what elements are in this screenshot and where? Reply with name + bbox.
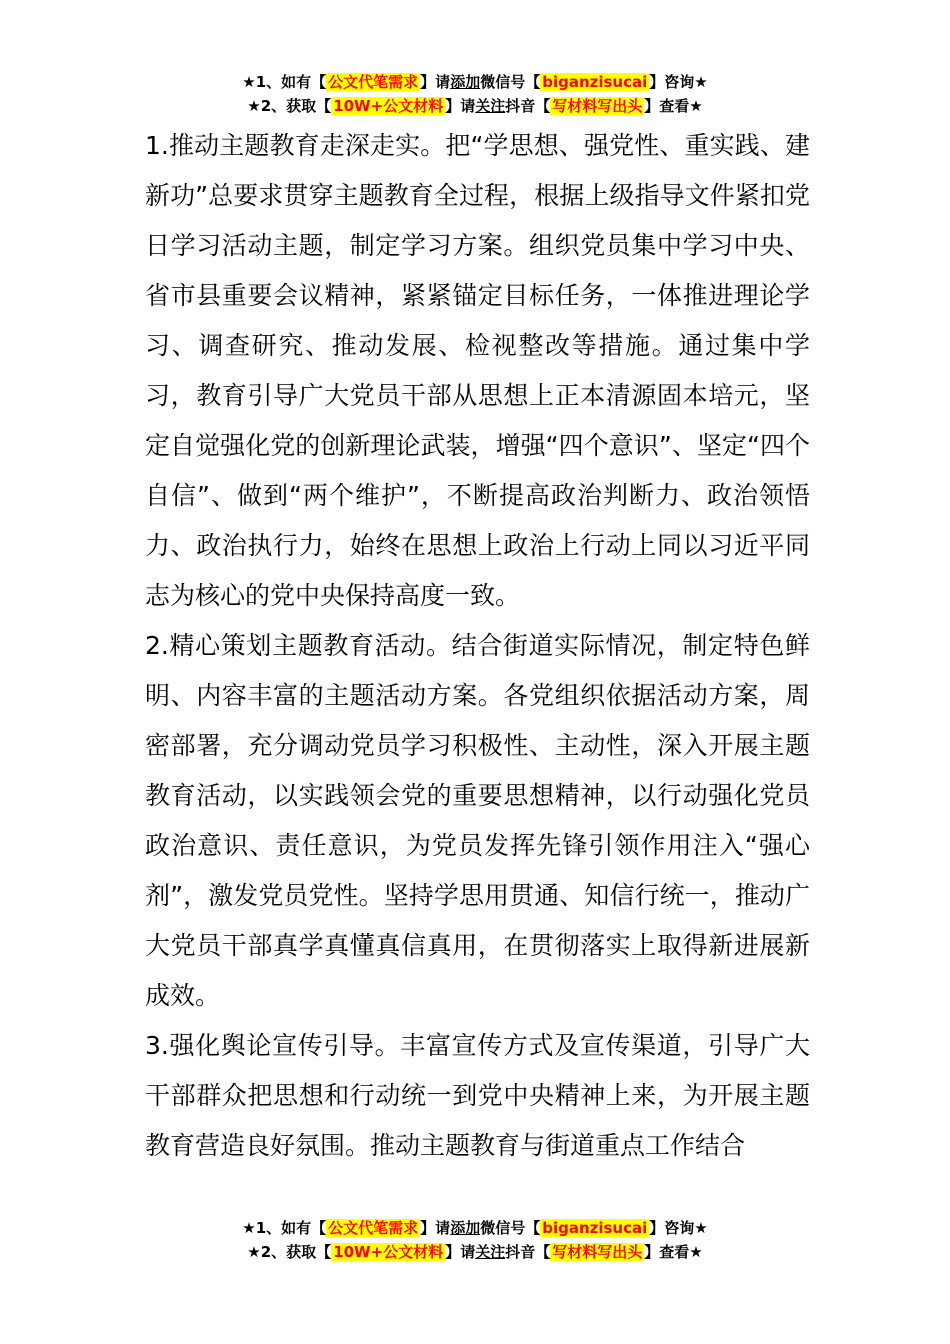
banner-line-1: ★1、如有【 公文代笔需求 】请添加微信号【 biganzisucai 】咨询★ xyxy=(242,73,708,91)
banner-line-2: ★2、获取【 10W+公文材料 】请关注抖音【 写材料写出头 】查看★ xyxy=(247,1243,703,1261)
paragraph-2: 2.精心策划主题教育活动。结合街道实际情况，制定特色鲜明、内容丰富的主题活动方案。各党组织依据活动方案，周密部署，充分调动党员学习积极性、主动性，深入开展主题教育活动，以实践领会党的重要思想精神，以行动强化党员政治意识、责任意识，为党员发挥先锋引领作用注入“强心剂”，激发党员党性。坚持学思用贯通、知信行统一，推动广大党员干部真学真懂真信真用，在贯彻落实上取得新进展新成效。 xyxy=(145,631,810,1010)
highlight-douyin-id: 写材料写出头 xyxy=(552,97,643,115)
highlight-wechat-id: biganzisucai xyxy=(542,73,648,91)
paragraph-3: 3.强化舆论宣传引导。丰富宣传方式及宣传渠道，引导广大干部群众把思想和行动统一到党中央精神上来，为开展主题教育营造良好氛围。推动主题教育与街道重点工作结合 xyxy=(145,1031,810,1160)
banner-line-2: ★2、获取【 10W+公文材料 】请关注抖音【 写材料写出头 】查看★ xyxy=(247,97,703,115)
footer-banner xyxy=(0,1216,950,1264)
highlight-douyin-id: 写材料写出头 xyxy=(552,1243,643,1261)
document-body xyxy=(145,121,810,1171)
highlight-wechat-id: biganzisucai xyxy=(542,1219,648,1237)
highlight-materials: 10W+公文材料 xyxy=(333,97,444,115)
paragraph-1: 1.推动主题教育走深走实。把“学思想、强党性、重实践、建新功”总要求贯穿主题教育全过程，根据上级指导文件紧扣党日学习活动主题，制定学习方案。组织党员集中学习中央、省市县重要会议精神，紧紧锚定目标任务，一体推进理论学习、调查研究、推动发展、检视整改等措施。通过集中学习，教育引导广大党员干部从思想上正本清源固本培元，坚定自觉强化党的创新理论武装，增强“四个意识”、坚定“四个自信”、做到“两个维护”，不断提高政治判断力、政治领悟力、政治执行力，始终在思想上政治上行动上同以习近平同志为核心的党中央保持高度一致。 xyxy=(145,131,810,610)
highlight-materials: 10W+公文材料 xyxy=(333,1243,444,1261)
banner-line-1: ★1、如有【 公文代笔需求 】请添加微信号【 biganzisucai 】咨询★ xyxy=(242,1219,708,1237)
header-banner xyxy=(0,70,950,118)
highlight-service: 公文代笔需求 xyxy=(328,73,419,91)
highlight-service: 公文代笔需求 xyxy=(328,1219,419,1237)
